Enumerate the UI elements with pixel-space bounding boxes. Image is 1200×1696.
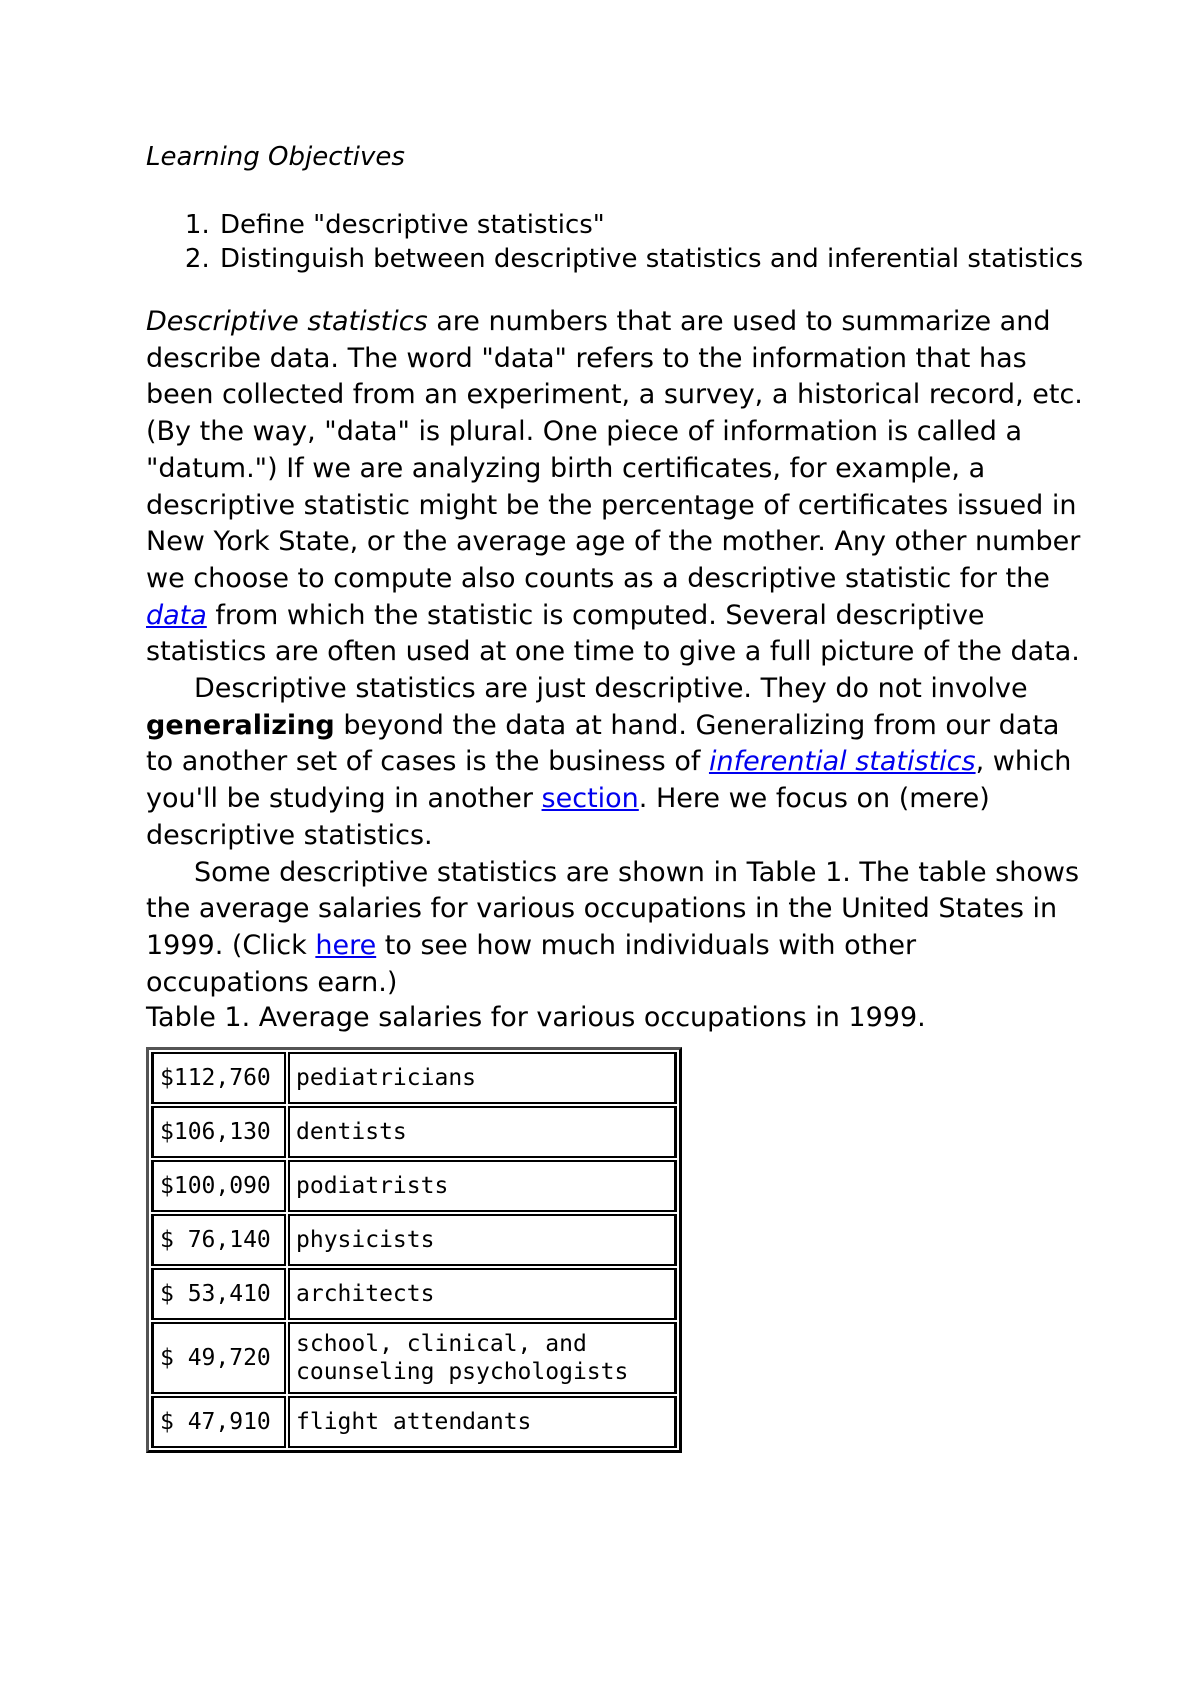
paragraph-text: are numbers that are used to summarize and describe data. The word "data" refers to the information that has been collected from an experiment, a survey, a historical record, etc. (By the way, "data" is plural. One piece of information is called a "datum.") If we are analyzing birth certificates, for example, a descriptive statistic might be the percentage of certificates issued in New York State, or the average age of the mother. Any other number we choose to compute also counts as a descriptive statistic for the [146, 306, 1083, 594]
table-caption: Table 1. Average salaries for various occupations in 1999. [146, 1002, 926, 1034]
salary-cell: $ 76,140 [151, 1214, 286, 1266]
occupation-cell: physicists [288, 1214, 677, 1266]
objective-item: 1. Define "descriptive statistics" [218, 208, 1086, 242]
paragraph-text: beyond the data at hand. Generalizing from our data to another set of cases is the business of [146, 709, 1060, 778]
salary-table [146, 1047, 682, 1453]
table-row [151, 1268, 677, 1320]
table-row [151, 1214, 677, 1266]
paragraph-table-intro [146, 855, 1086, 1002]
salary-cell: $ 47,910 [151, 1396, 286, 1448]
table-row [151, 1160, 677, 1212]
salary-cell: $106,130 [151, 1106, 286, 1158]
section-heading: Learning Objectives [146, 142, 405, 172]
occupation-cell: architects [288, 1268, 677, 1320]
table-row [151, 1106, 677, 1158]
occupation-cell: school, clinical, and counseling psychologists [288, 1322, 677, 1394]
paragraph-text: , which you'll be studying in another [146, 746, 1072, 815]
salary-cell: $100,090 [151, 1160, 286, 1212]
table-row [151, 1052, 677, 1104]
paragraph-text: Descriptive statistics are just descriptive. They do not involve [194, 673, 1028, 705]
objectives-list [146, 208, 1086, 276]
paragraph-generalizing [146, 671, 1086, 855]
occupation-cell: dentists [288, 1106, 677, 1158]
paragraph-text: . Here we focus on (mere) descriptive statistics. [146, 783, 990, 851]
salary-cell: $ 49,720 [151, 1322, 286, 1394]
salary-cell: $ 53,410 [151, 1268, 286, 1320]
section-link[interactable]: section [541, 783, 639, 815]
objective-item: 2. Distinguish between descriptive statistics and inferential statistics [218, 242, 1086, 276]
table-row [151, 1322, 677, 1394]
data-link[interactable]: data [146, 599, 207, 631]
occupation-cell: flight attendants [288, 1396, 677, 1448]
table-row [151, 1396, 677, 1448]
paragraph-text: Some descriptive statistics are shown in Table 1. The table shows the average salaries for various occupations in the United States in 1999. (Click [146, 856, 1080, 961]
paragraph-text: from which the statistic is computed. Several descriptive statistics are often used at one time to give a full picture of the data. [146, 599, 1080, 668]
defined-term: Descriptive statistics [146, 306, 428, 337]
here-link[interactable]: here [315, 929, 377, 961]
occupation-cell: podiatrists [288, 1160, 677, 1212]
document-page [146, 140, 1086, 1453]
occupation-cell: pediatricians [288, 1052, 677, 1104]
inferential-statistics-link[interactable]: inferential statistics [708, 746, 976, 778]
paragraph-definition [146, 304, 1086, 671]
paragraph-text: to see how much individuals with other occupations earn.) [146, 929, 917, 998]
bold-term: generalizing [146, 709, 335, 741]
salary-cell: $112,760 [151, 1052, 286, 1104]
